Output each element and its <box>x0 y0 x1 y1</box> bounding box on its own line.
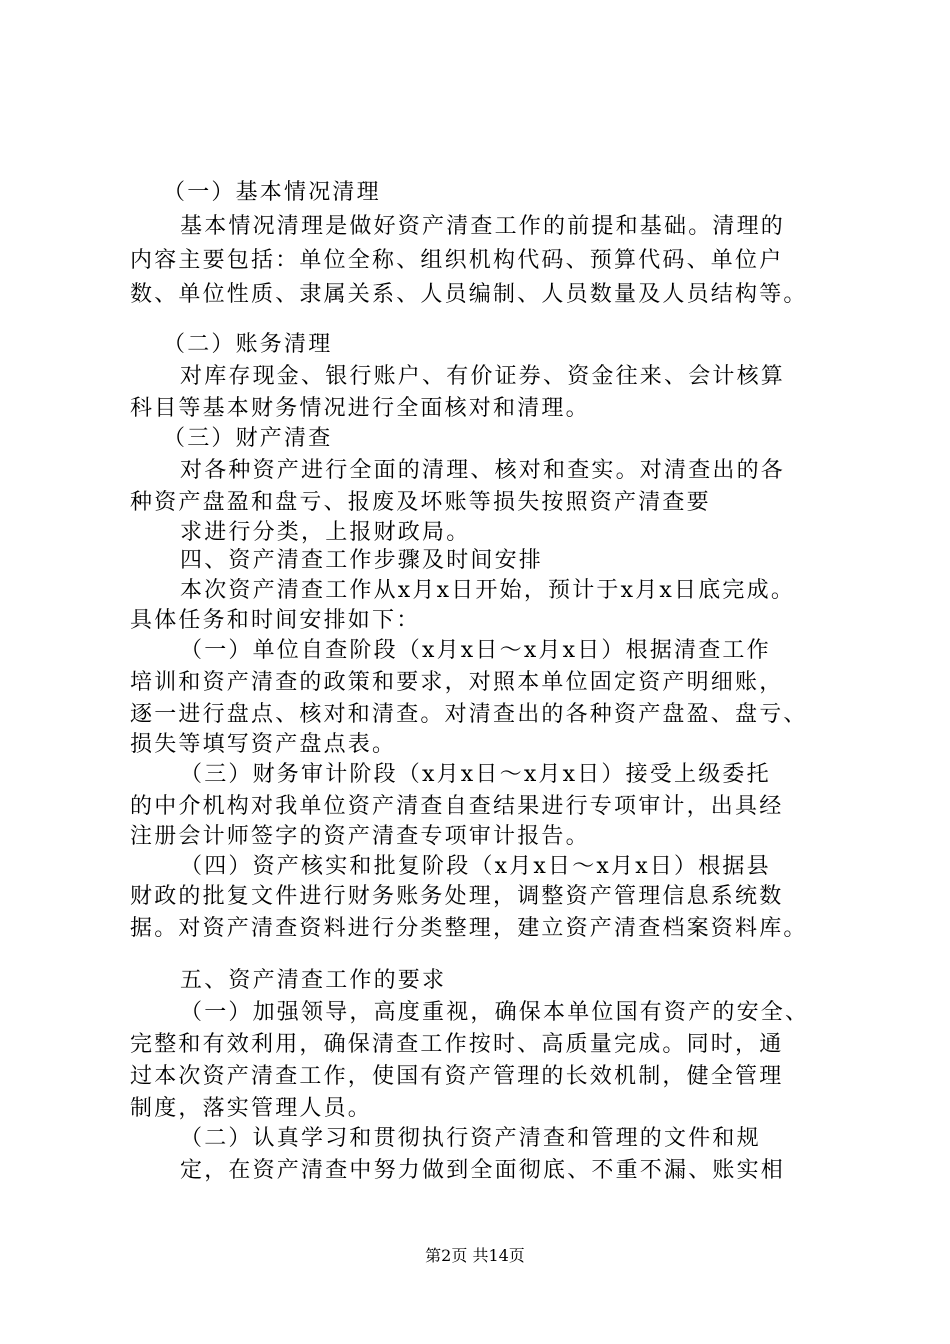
paragraph-line: 对库存现金、银行账户、有价证券、资金往来、会计核算 <box>180 364 786 389</box>
heading-basic-info: （一）基本情况清理 <box>163 180 381 205</box>
paragraph-line: 本次资产清查工作从x月x日开始，预计于x月x日底完成。 <box>180 578 796 603</box>
paragraph-line: （三）财务审计阶段（x月x日～x月x日）接受上级委托 <box>180 762 771 787</box>
paragraph-line: 逐一进行盘点、核对和清查。对清查出的各种资产盘盈、盘亏、 <box>130 702 808 727</box>
paragraph-line: （二）认真学习和贯彻执行资产清查和管理的文件和规 <box>180 1126 761 1151</box>
heading-accounts: （二）账务清理 <box>163 332 333 357</box>
paragraph-line: 定，在资产清查中努力做到全面彻底、不重不漏、账实相 <box>180 1158 786 1183</box>
paragraph-line: 完整和有效利用，确保清查工作按时、高质量完成。同时，通 <box>130 1032 784 1057</box>
paragraph-line: 基本情况清理是做好资产清查工作的前提和基础。清理的 <box>180 214 786 239</box>
paragraph-line: 培训和资产清查的政策和要求，对照本单位固定资产明细账， <box>130 670 784 695</box>
heading-property-check: （三）财产清查 <box>163 426 333 451</box>
section-heading-requirements: 五、资产清查工作的要求 <box>180 968 447 993</box>
paragraph-line: 对各种资产进行全面的清理、核对和查实。对清查出的各 <box>180 458 786 483</box>
paragraph-line: 过本次资产清查工作，使国有资产管理的长效机制，健全管理 <box>130 1064 784 1089</box>
paragraph-line: 种资产盘盈和盘亏、报废及坏账等损失按照资产清查要 <box>130 490 711 515</box>
paragraph-line: （四）资产核实和批复阶段（x月x日～x月x日）根据县 <box>180 854 771 879</box>
paragraph-line: 制度，落实管理人员。 <box>130 1096 373 1121</box>
paragraph-line: 科目等基本财务情况进行全面核对和清理。 <box>130 396 590 421</box>
paragraph-line: 的中介机构对我单位资产清查自查结果进行专项审计，出具经 <box>130 794 784 819</box>
page-footer: 第2页 共14页 <box>425 1246 525 1265</box>
paragraph-line: 内容主要包括：单位全称、组织机构代码、预算代码、单位户 <box>130 248 784 273</box>
section-heading-steps: 四、资产清查工作步骤及时间安排 <box>180 548 544 573</box>
paragraph-line: 注册会计师签字的资产清查专项审计报告。 <box>130 824 590 849</box>
paragraph-line: （一）加强领导，高度重视，确保本单位国有资产的安全、 <box>180 1000 810 1025</box>
paragraph-line: 损失等填写资产盘点表。 <box>130 732 397 757</box>
paragraph-line: 数、单位性质、隶属关系、人员编制、人员数量及人员结构等。 <box>130 282 808 307</box>
paragraph-line: 求进行分类，上报财政局。 <box>180 520 471 545</box>
paragraph-line: 财政的批复文件进行财务账务处理，调整资产管理信息系统数 <box>130 884 784 909</box>
paragraph-line: 具体任务和时间安排如下： <box>130 608 421 633</box>
paragraph-line: 据。对资产清查资料进行分类整理，建立资产清查档案资料库。 <box>130 916 808 941</box>
paragraph-line: （一）单位自查阶段（x月x日～x月x日）根据清查工作 <box>180 638 771 663</box>
